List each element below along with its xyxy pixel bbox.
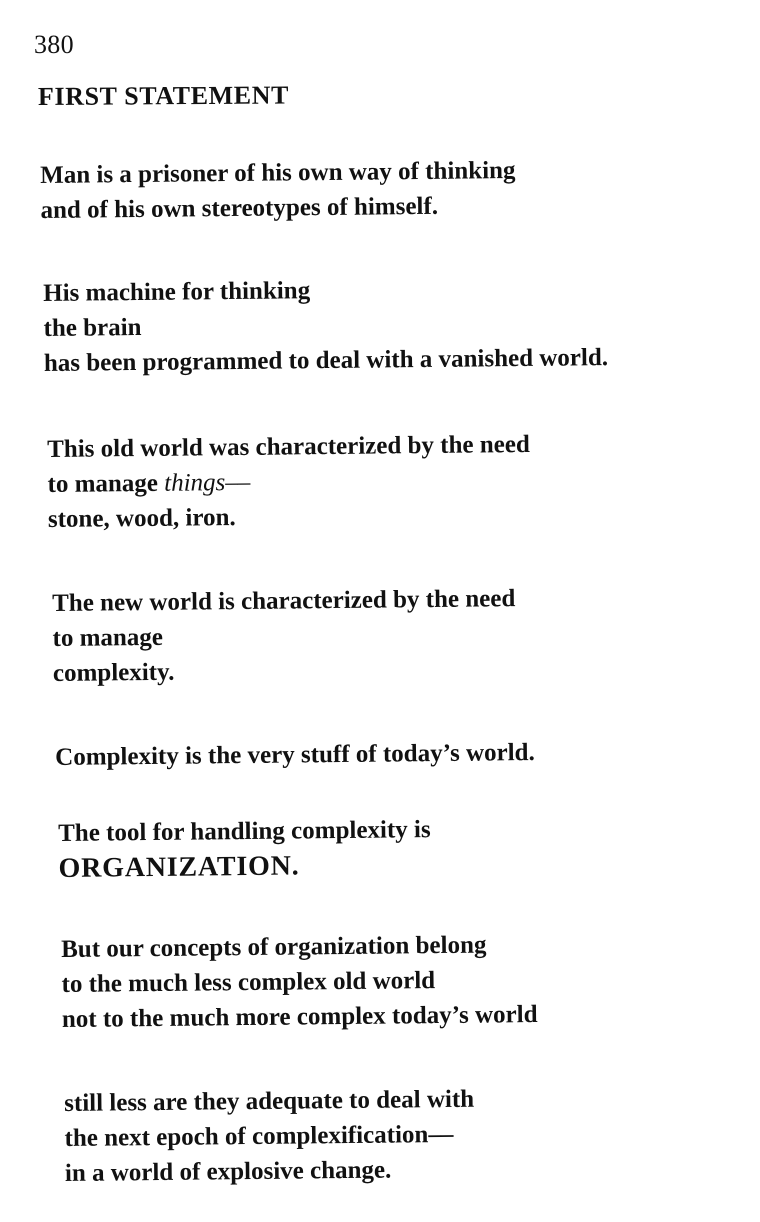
stanza-4 xyxy=(52,581,516,691)
stanza-7 xyxy=(61,927,538,1037)
stanza-line: not to the much more complex today’s world xyxy=(61,1001,538,1033)
stanza-line: and of his own stereotypes of himself. xyxy=(40,192,439,224)
stanza-1 xyxy=(40,153,516,228)
section-heading: FIRST STATEMENT xyxy=(37,80,290,111)
stanza-line: has been programmed to deal with a vanished world. xyxy=(43,344,609,377)
emphasized-line: ORGANIZATION. xyxy=(58,850,300,884)
stanza-line: But our concepts of organization belong xyxy=(61,931,487,963)
stanza-line: in a world of explosive change. xyxy=(64,1156,392,1187)
stanza-5 xyxy=(55,735,535,775)
stanza-line: Complexity is the very stuff of today’s world. xyxy=(55,738,535,771)
stanza-line: the next epoch of complexification–– xyxy=(64,1120,454,1152)
stanza-line: the brain xyxy=(43,313,142,342)
stanza-line: to manage xyxy=(52,623,164,652)
stanza-2 xyxy=(43,270,608,381)
emphasized-word: things–– xyxy=(164,468,251,497)
stanza-8 xyxy=(64,1082,475,1191)
stanza-line: still less are they adequate to deal with xyxy=(64,1085,475,1117)
stanza-line: The tool for handling complexity is xyxy=(58,816,431,847)
stanza-line: This old world was characterized by the need xyxy=(47,430,530,463)
stanza-6 xyxy=(58,812,431,886)
stanza-text: to manage xyxy=(47,469,165,498)
stanza-line: Man is a prisoner of his own way of thinking xyxy=(40,157,516,189)
stanza-line: complexity. xyxy=(52,658,175,687)
stanza-3 xyxy=(47,427,531,537)
stanza-line-with-emphasis xyxy=(47,462,530,502)
stanza-line: to the much less complex old world xyxy=(61,967,436,998)
stanza-line: stone, wood, iron. xyxy=(47,504,236,533)
stanza-line: His machine for thinking xyxy=(43,277,311,307)
stanza-line: The new world is characterized by the need xyxy=(52,585,516,617)
page-number: 380 xyxy=(34,30,74,59)
